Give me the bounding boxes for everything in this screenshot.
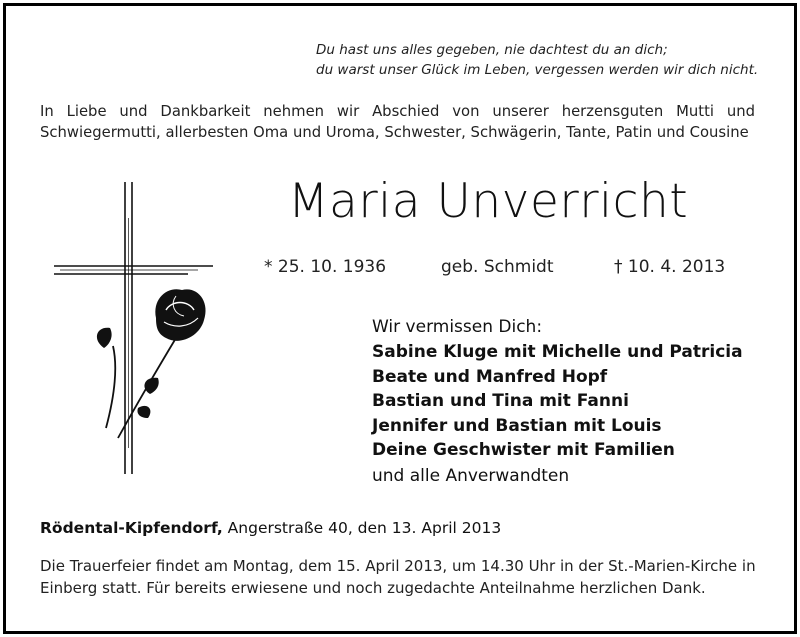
funeral-info: Die Trauerfeier findet am Montag, dem 15. April 2013, um 14.30 Uhr in der St.-Marien-Kirche in Einberg statt. Für bereits erwiesene und noch zugedachte Anteilnahme herzlichen Dank.: [40, 557, 756, 597]
birth-date: * 25. 10. 1936: [264, 257, 387, 277]
place-and-date: [40, 519, 501, 537]
mourners-closing: und alle Anverwandten: [372, 465, 570, 486]
cross-with-rose-icon: [48, 178, 228, 478]
family-entry: Sabine Kluge mit Michelle und Patricia: [372, 342, 743, 362]
deceased-name: Maria Unverricht: [288, 174, 689, 229]
address-date: Angerstraße 40, den 13. April 2013: [227, 519, 502, 537]
family-entry: Deine Geschwister mit Familien: [372, 440, 675, 460]
town-name: Rödental-Kipfendorf,: [40, 519, 223, 537]
obituary-notice: [3, 3, 797, 634]
family-entry: Jennifer und Bastian mit Louis: [372, 415, 662, 436]
motto-verse: [316, 40, 776, 80]
maiden-name: geb. Schmidt: [441, 257, 554, 277]
mourners-list: [372, 314, 743, 489]
intro-text: In Liebe und Dankbarkeit nehmen wir Abschied von unserer herzensguten Mutti und Schwiegermutti, allerbesten Oma und Uroma, Schwester, Schwägerin, Tante, Patin und Cousine: [40, 103, 755, 141]
mourners-lead: Wir vermissen Dich:: [372, 317, 543, 337]
motto-line-2: du warst unser Glück im Leben, vergessen werden wir dich nicht.: [316, 62, 759, 78]
death-date: † 10. 4. 2013: [614, 257, 726, 277]
motto-line-1: Du hast uns alles gegeben, nie dachtest du an dich;: [316, 42, 668, 58]
family-entry: Beate und Manfred Hopf: [372, 366, 608, 387]
family-entry: Bastian und Tina mit Fanni: [372, 391, 629, 411]
